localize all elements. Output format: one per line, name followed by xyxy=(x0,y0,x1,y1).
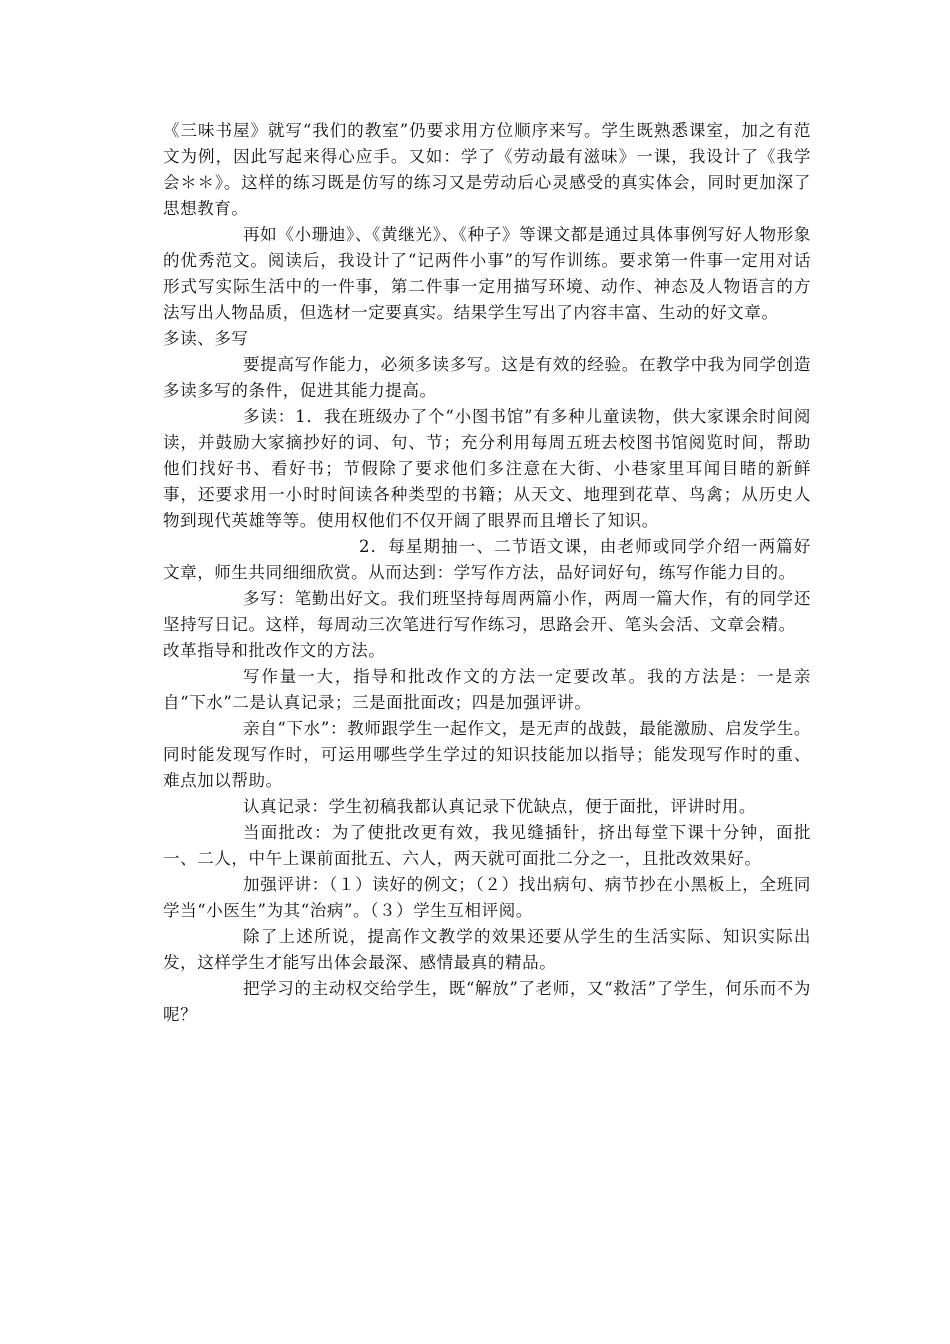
paragraph-3: 要提高写作能力，必须多读多写。这是有效的经验。在教学中我为同学创造多读多写的条件，促进其能力提高。 xyxy=(163,355,811,400)
paragraph-8: 亲自“下水”：教师跟学生一起作文，是无声的战鼓，最能激励、启发学生。同时能发现写作时，可运用哪些学生学过的知识技能加以指导；能发现写作时的重、难点加以帮助。 xyxy=(163,719,811,790)
paragraph-10: 当面批改：为了使批改更有效，我见缝插针，挤出每堂下课十分钟，面批一、二人，中午上课前面批五、六人，两天就可面批二分之一，且批改效果好。 xyxy=(163,823,811,868)
paragraph-4: 多读：1．我在班级办了个“小图书馆”有多种儿童读物，供大家课余时间阅读，并鼓励大家摘抄好的词、句、节；充分利用每周五班去校图书馆阅览时间，帮助他们找好书、看好书；节假除了要求他们多注意在大街、小巷家里耳闻目睹的新鲜事，还要求用一小时时间读各种类型的书籍；从天文、地理到花草、鸟禽；从历史人物到现代英雄等等。使用权他们不仅开阔了眼界而且增长了知识。 xyxy=(163,407,811,530)
paragraph-7: 写作量一大，指导和批改作文的方法一定要改革。我的方法是：一是亲自“下水”二是认真记录；三是面批面改；四是加强评讲。 xyxy=(163,667,811,712)
paragraph-12: 除了上述所说，提高作文教学的效果还要从学生的生活实际、知识实际出发，这样学生才能写出体会最深、感情最真的精品。 xyxy=(163,927,811,972)
paragraph-6: 多写：笔勤出好文。我们班坚持每周两篇小作，两周一篇大作，有的同学还坚持写日记。这样，每周动三次笔进行写作练习，思路会开、笔头会活、文章会精。 xyxy=(163,589,811,634)
document-body xyxy=(163,118,811,1028)
paragraph-1: 《三味书屋》就写“我们的教室”仍要求用方位顺序来写。学生既熟悉课室，加之有范文为例，因此写起来得心应手。又如：学了《劳动最有滋味》一课，我设计了《我学会＊＊》。这样的练习既是仿写的练习又是劳动后心灵感受的真实体会，同时更加深了思想教育。 xyxy=(163,121,811,218)
section-heading-reading-writing: 多读、多写 xyxy=(163,329,249,348)
paragraph-11: 加强评讲：（１）读好的例文；（２）找出病句、病节抄在小黑板上，全班同学当“小医生”为其“治病”。（３）学生互相评阅。 xyxy=(163,875,811,920)
paragraph-2: 再如《小珊迪》、《黄继光》、《种子》等课文都是通过具体事例写好人物形象的优秀范文。阅读后，我设计了“记两件小事”的写作训练。要求第一件事一定用对话形式写实际生活中的一件事，第二件事一定用描写环境、动作、神态及人物语言的方法写出人物品质，但选材一定要真实。结果学生写出了内容丰富、生动的好文章。 xyxy=(163,225,811,322)
paragraph-13: 把学习的主动权交给学生，既“解放”了老师，又“救活”了学生，何乐而不为呢？ xyxy=(163,979,811,1024)
section-heading-reform: 改革指导和批改作文的方法。 xyxy=(163,641,386,660)
paragraph-5: 2．每星期抽一、二节语文课，由老师或同学介绍一两篇好文章，师生共同细细欣赏。从而达到：学写作方法，品好词好句，练写作能力目的。 xyxy=(163,537,811,582)
paragraph-9: 认真记录：学生初稿我都认真记录下优缺点，便于面批，评讲时用。 xyxy=(243,797,756,816)
